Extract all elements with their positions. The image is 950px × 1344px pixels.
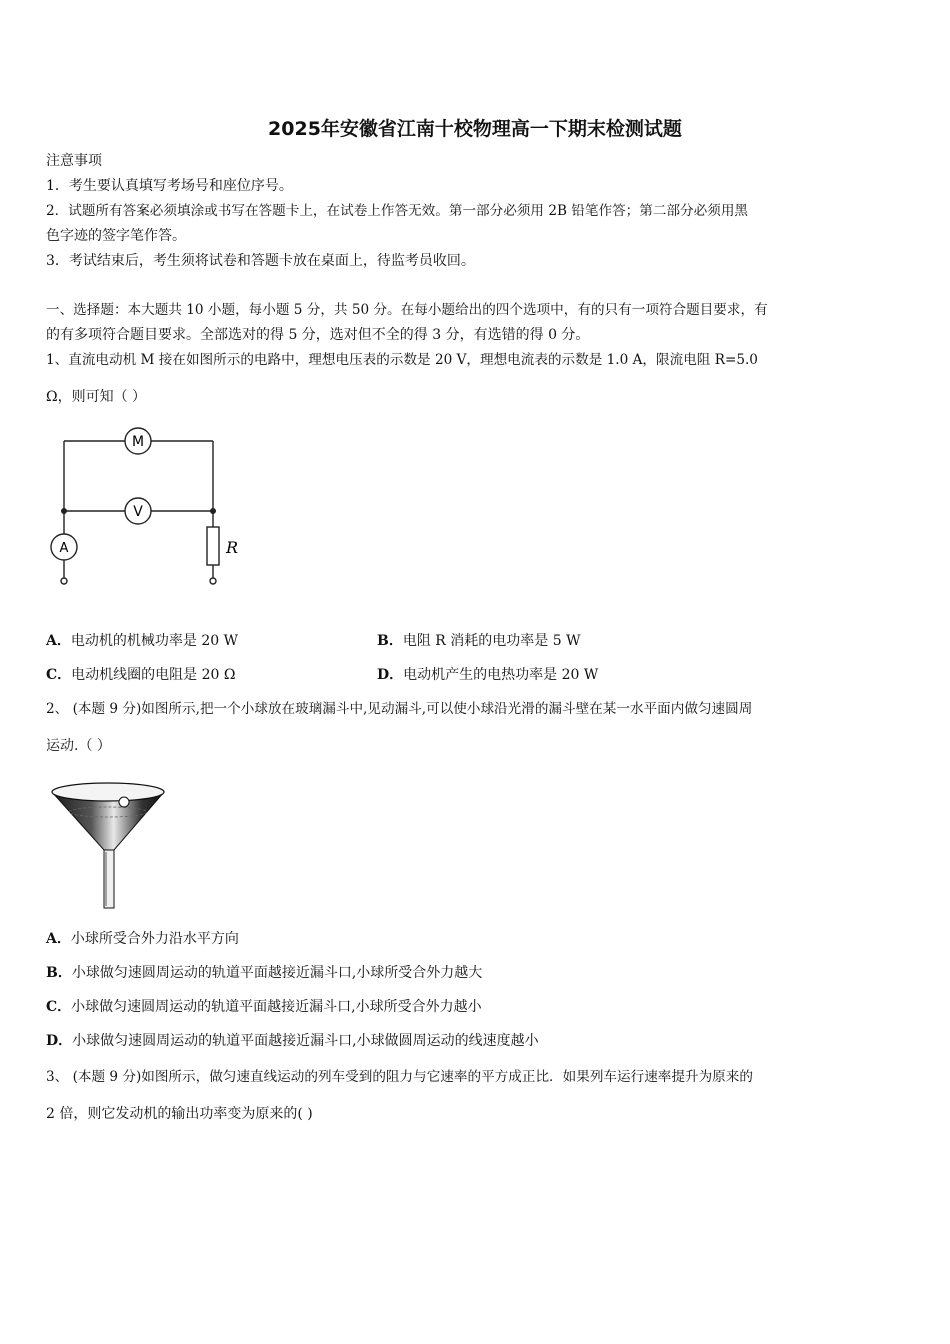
funnel-image [48,778,168,913]
voltmeter-label: V [133,504,143,520]
ammeter-label: A [59,541,69,556]
circuit-diagram [40,420,250,595]
question-3-text: 3、 (本题 9 分)如图所示，做匀速直线运动的列车受到的阻力与它速率的平方成正比．如果列车运行速率提升为原来的 [46,1069,753,1085]
notice-item: 色字迹的签字笔作答。 [46,228,186,244]
resistor-label: R [226,538,239,557]
q1-option-a: A．电动机的机械功率是 20 W [46,633,238,649]
question-2-text: 运动.（ ） [46,738,111,754]
question-3-text: 2 倍，则它发动机的输出功率变为原来的( ) [46,1106,313,1122]
q2-option-b: B．小球做匀速圆周运动的轨道平面越接近漏斗口,小球所受合外力越大 [46,965,483,981]
page-title: 2025年安徽省江南十校物理高一下期末检测试题 [268,118,682,140]
question-1-text: 1、直流电动机 M 接在如图所示的电路中，理想电压表的示数是 20 V，理想电流表的示数是 1.0 A，限流电阻 R=5.0 [46,352,758,368]
question-1-text: Ω，则可知（ ） [46,389,147,405]
q1-option-d: D．电动机产生的电热功率是 20 W [377,667,599,683]
q1-option-c: C．电动机线圈的电阻是 20 Ω [46,667,236,683]
section-instructions: 的有多项符合题目要求。全部选对的得 5 分，选对但不全的得 3 分，有选错的得 0 分。 [46,327,590,343]
q2-option-c: C．小球做匀速圆周运动的轨道平面越接近漏斗口,小球所受合外力越小 [46,999,482,1015]
notice-heading: 注意事项 [46,153,102,169]
question-2-text: 2、 (本题 9 分)如图所示,把一个小球放在玻璃漏斗中,见动漏斗,可以使小球沿光滑的漏斗壁在某一水平面内做匀速圆周 [46,701,753,717]
notice-item: 2．试题所有答案必须填涂或书写在答题卡上，在试卷上作答无效。第一部分必须用 2B 铅笔作答；第二部分必须用黑 [46,203,749,219]
q2-option-a: A．小球所受合外力沿水平方向 [46,931,239,947]
notice-item: 1．考生要认真填写考场号和座位序号。 [46,178,293,194]
section-instructions: 一、选择题：本大题共 10 小题，每小题 5 分，共 50 分。在每小题给出的四个选项中，有的只有一项符合题目要求，有 [46,302,768,318]
notice-item: 3．考试结束后，考生须将试卷和答题卡放在桌面上，待监考员收回。 [46,253,475,269]
q2-option-d: D．小球做匀速圆周运动的轨道平面越接近漏斗口,小球做圆周运动的线速度越小 [46,1033,539,1049]
motor-label: M [131,434,145,450]
q1-option-b: B．电阻 R 消耗的电功率是 5 W [377,633,581,649]
